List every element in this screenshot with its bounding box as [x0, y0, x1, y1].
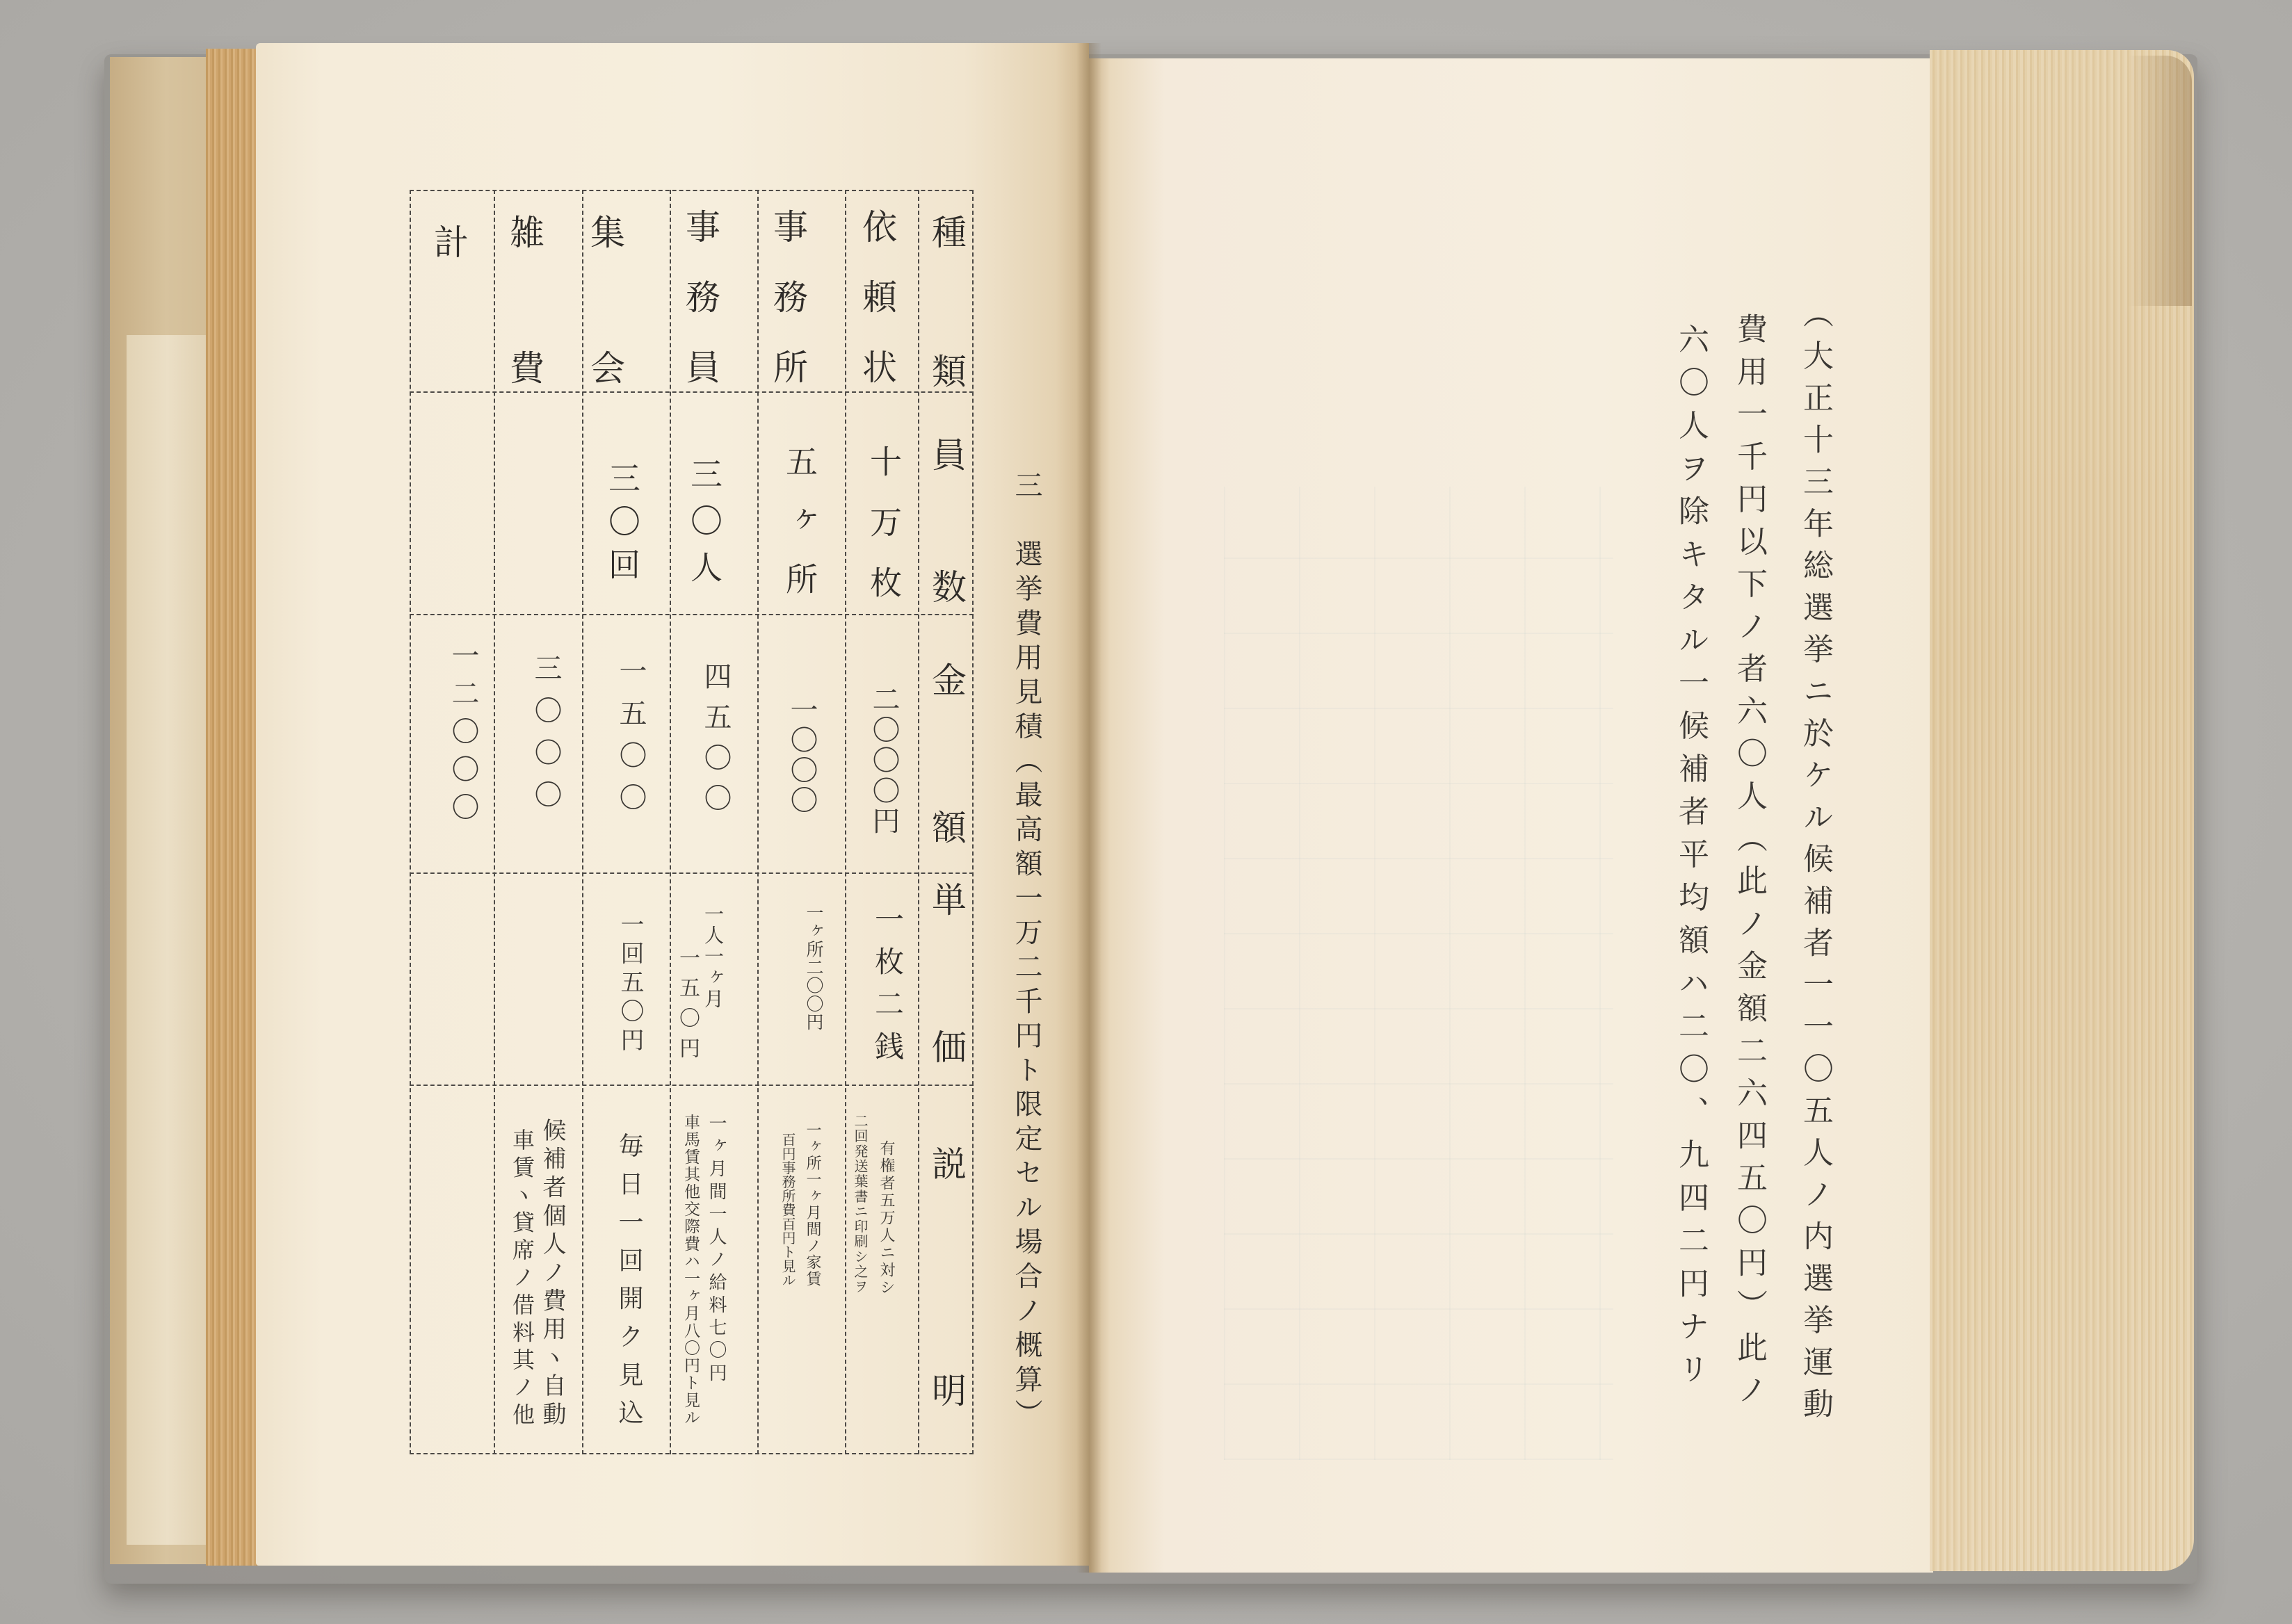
- table-cell-amount: 一五〇〇: [615, 656, 647, 811]
- table-row-rule: [410, 1085, 974, 1086]
- table-cell-type: 集会: [585, 214, 625, 384]
- table-header-unit-price: 単価: [926, 882, 967, 1064]
- table-row-rule: [410, 614, 974, 615]
- table-cell-amount: 四五〇〇: [700, 662, 732, 811]
- faint-grid: [1224, 487, 1613, 1460]
- table-cell-note: 一ヶ所一ヶ月間ノ家賃: [804, 1122, 821, 1286]
- table-cell-unit: 一枚二銭: [871, 904, 905, 1060]
- table-cell-unit: 一五〇円: [675, 947, 700, 1058]
- table-cell-note: 百円事務所費百円ト見ル: [780, 1132, 796, 1287]
- right-stack-corner: [2128, 56, 2192, 306]
- table-cell-amount: 三〇〇〇: [530, 653, 562, 808]
- table-cell-type: 依頼状: [857, 209, 897, 384]
- table-header-type: 種類: [926, 214, 967, 388]
- table-cell-note: 有権者五万人ニ対シ: [878, 1140, 895, 1294]
- book-cover-panel: [127, 335, 209, 1545]
- table-cell-type: 事務所: [768, 209, 808, 384]
- table-header-count: 員数: [926, 437, 967, 603]
- note-line: 費用一千円以下ノ者六〇人（此ノ金額二六四五〇円）此ノ: [1732, 313, 1767, 1404]
- book-gutter: [1076, 43, 1101, 1573]
- table-cell-amount: 二〇〇〇円: [868, 685, 900, 834]
- table-cell-count: 三〇人: [686, 457, 723, 583]
- table-header-amount: 金額: [926, 662, 967, 844]
- table-column-rule: [494, 190, 495, 1454]
- table-cell-type: 雑費: [504, 214, 544, 384]
- table-cell-amount: 一二〇〇〇: [447, 641, 479, 820]
- note-line: （大正十三年総選挙ニ於ケル候補者一一〇五人ノ内選挙運動: [1798, 298, 1833, 1418]
- table-row-rule: [410, 872, 974, 874]
- table-cell-unit: 一ヶ所二〇〇円: [804, 904, 824, 1030]
- table-cell-note: 候補者個人ノ費用ヽ自動: [538, 1118, 566, 1425]
- table-row-rule: [410, 391, 974, 393]
- table-cell-count: 五ヶ所: [781, 445, 818, 594]
- table-cell-amount: 一〇〇〇: [786, 695, 818, 813]
- table-cell-count: 十万枚: [865, 445, 903, 598]
- table-cell-note: 車馬賃其他交際費ハ一ヶ月八〇円ト見ル: [681, 1114, 700, 1425]
- left-page-heading: 三 選挙費用見積（最高額一万二千円ト限定セル場合ノ概算）: [1010, 471, 1042, 1427]
- table-header-explanation: 説明: [926, 1146, 967, 1407]
- table-column-rule: [845, 190, 846, 1454]
- table-cell-type: 計: [428, 224, 469, 259]
- table-cell-note: 毎日一回開ク見込: [615, 1132, 643, 1424]
- table-cell-type: 事務員: [680, 209, 720, 384]
- table-column-rule: [757, 190, 759, 1454]
- table-cell-unit: 一回五〇円: [616, 912, 644, 1051]
- table-cell-note: 一ヶ月間一人ノ給料七〇円: [706, 1114, 727, 1381]
- table-column-rule: [918, 190, 919, 1454]
- note-line: 六〇人ヲ除キタル一候補者平均額ハ二〇、九四二円ナリ: [1673, 323, 1709, 1383]
- table-cell-unit: 一人一ヶ月: [702, 904, 725, 1008]
- table-column-rule: [670, 190, 671, 1454]
- table-cell-count: 三〇回: [604, 462, 641, 580]
- table-cell-note: 車賃ヽ貸席ノ借料其ノ他: [509, 1128, 535, 1425]
- table-cell-note: 二回発送葉書ニ印刷シ之ヲ: [852, 1114, 869, 1293]
